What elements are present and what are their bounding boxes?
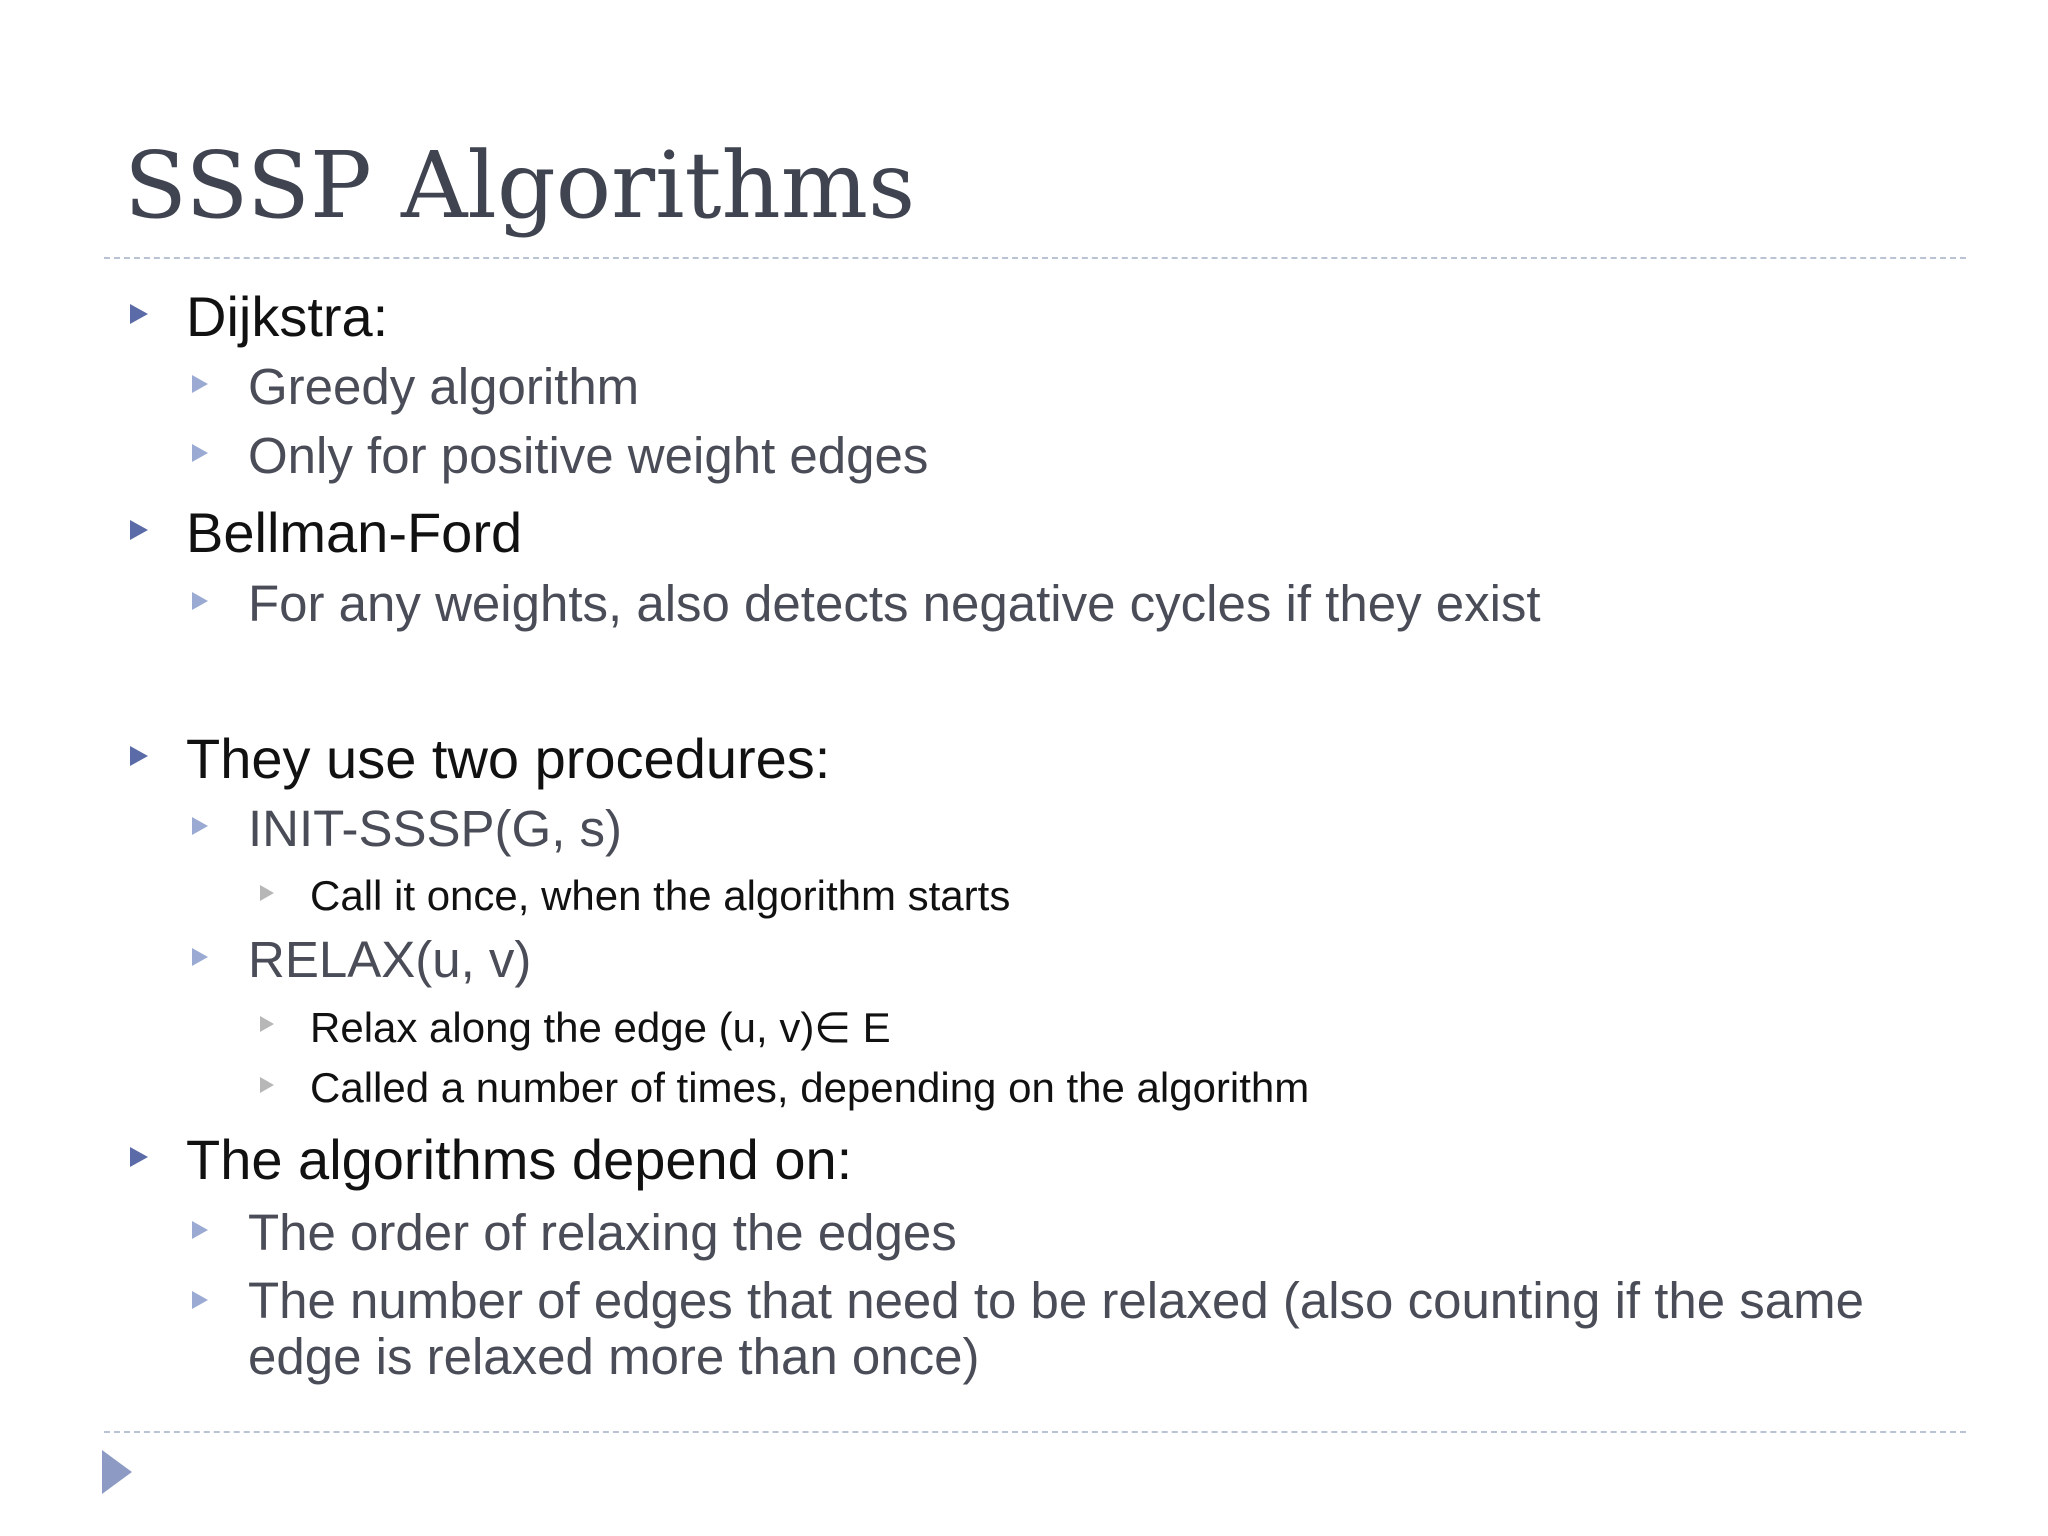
bullet-order-relaxing bbox=[248, 1203, 957, 1262]
triangle-bullet-icon bbox=[130, 1147, 148, 1167]
bullet-greedy bbox=[248, 357, 639, 416]
bullet-text: Called a number of times, depending on the algorithm bbox=[310, 1064, 1310, 1111]
triangle-bullet-icon bbox=[130, 304, 148, 324]
triangle-bullet-icon bbox=[192, 375, 208, 393]
bullet-text-line2: edge is relaxed more than once) bbox=[248, 1328, 980, 1385]
triangle-bullet-icon bbox=[130, 520, 148, 540]
triangle-bullet-icon bbox=[260, 1077, 274, 1093]
triangle-bullet-icon bbox=[260, 1016, 274, 1032]
bullet-text: Call it once, when the algorithm starts bbox=[310, 872, 1011, 919]
slide-title: SSSP Algorithms bbox=[124, 132, 916, 239]
bullet-relax-edge bbox=[310, 1003, 891, 1052]
bullet-text: Only for positive weight edges bbox=[248, 427, 929, 484]
bullet-depend-on bbox=[186, 1127, 852, 1192]
bullet-call-once bbox=[310, 872, 1010, 920]
play-arrow-icon[interactable] bbox=[102, 1450, 132, 1494]
bullet-text-line1: The number of edges that need to be relaxed (also counting if the same bbox=[248, 1272, 1865, 1329]
bullet-text: RELAX(u, v) bbox=[248, 931, 532, 988]
triangle-bullet-icon bbox=[130, 746, 148, 766]
bullet-any-weights bbox=[248, 574, 1541, 633]
bullet-text: They use two procedures: bbox=[186, 727, 831, 790]
footer-divider bbox=[104, 1431, 1966, 1433]
bullet-dijkstra bbox=[186, 284, 388, 349]
bullet-number-edges bbox=[248, 1273, 1864, 1385]
bullet-text: Greedy algorithm bbox=[248, 358, 640, 415]
triangle-bullet-icon bbox=[260, 885, 274, 901]
bullet-positive-weights bbox=[248, 426, 928, 485]
bullet-text: For any weights, also detects negative cycles if they exist bbox=[248, 575, 1541, 632]
bullet-relax bbox=[248, 930, 531, 989]
triangle-bullet-icon bbox=[192, 1221, 208, 1239]
bullet-text: Bellman-Ford bbox=[186, 501, 523, 564]
bullet-text: The order of relaxing the edges bbox=[248, 1204, 957, 1261]
bullet-called-times bbox=[310, 1064, 1309, 1112]
triangle-bullet-icon bbox=[192, 948, 208, 966]
bullet-two-procedures bbox=[186, 726, 830, 791]
bullet-init-sssp bbox=[248, 799, 622, 858]
triangle-bullet-icon bbox=[192, 444, 208, 462]
bullet-text: Relax along the edge (u, v)∈ E bbox=[310, 1004, 891, 1051]
bullet-bellman-ford bbox=[186, 500, 522, 565]
bullet-text: The algorithms depend on: bbox=[186, 1128, 853, 1191]
triangle-bullet-icon bbox=[192, 592, 208, 610]
bullet-text: INIT-SSSP(G, s) bbox=[248, 800, 623, 857]
triangle-bullet-icon bbox=[192, 817, 208, 835]
triangle-bullet-icon bbox=[192, 1291, 208, 1309]
bullet-text: Dijkstra: bbox=[186, 285, 389, 348]
